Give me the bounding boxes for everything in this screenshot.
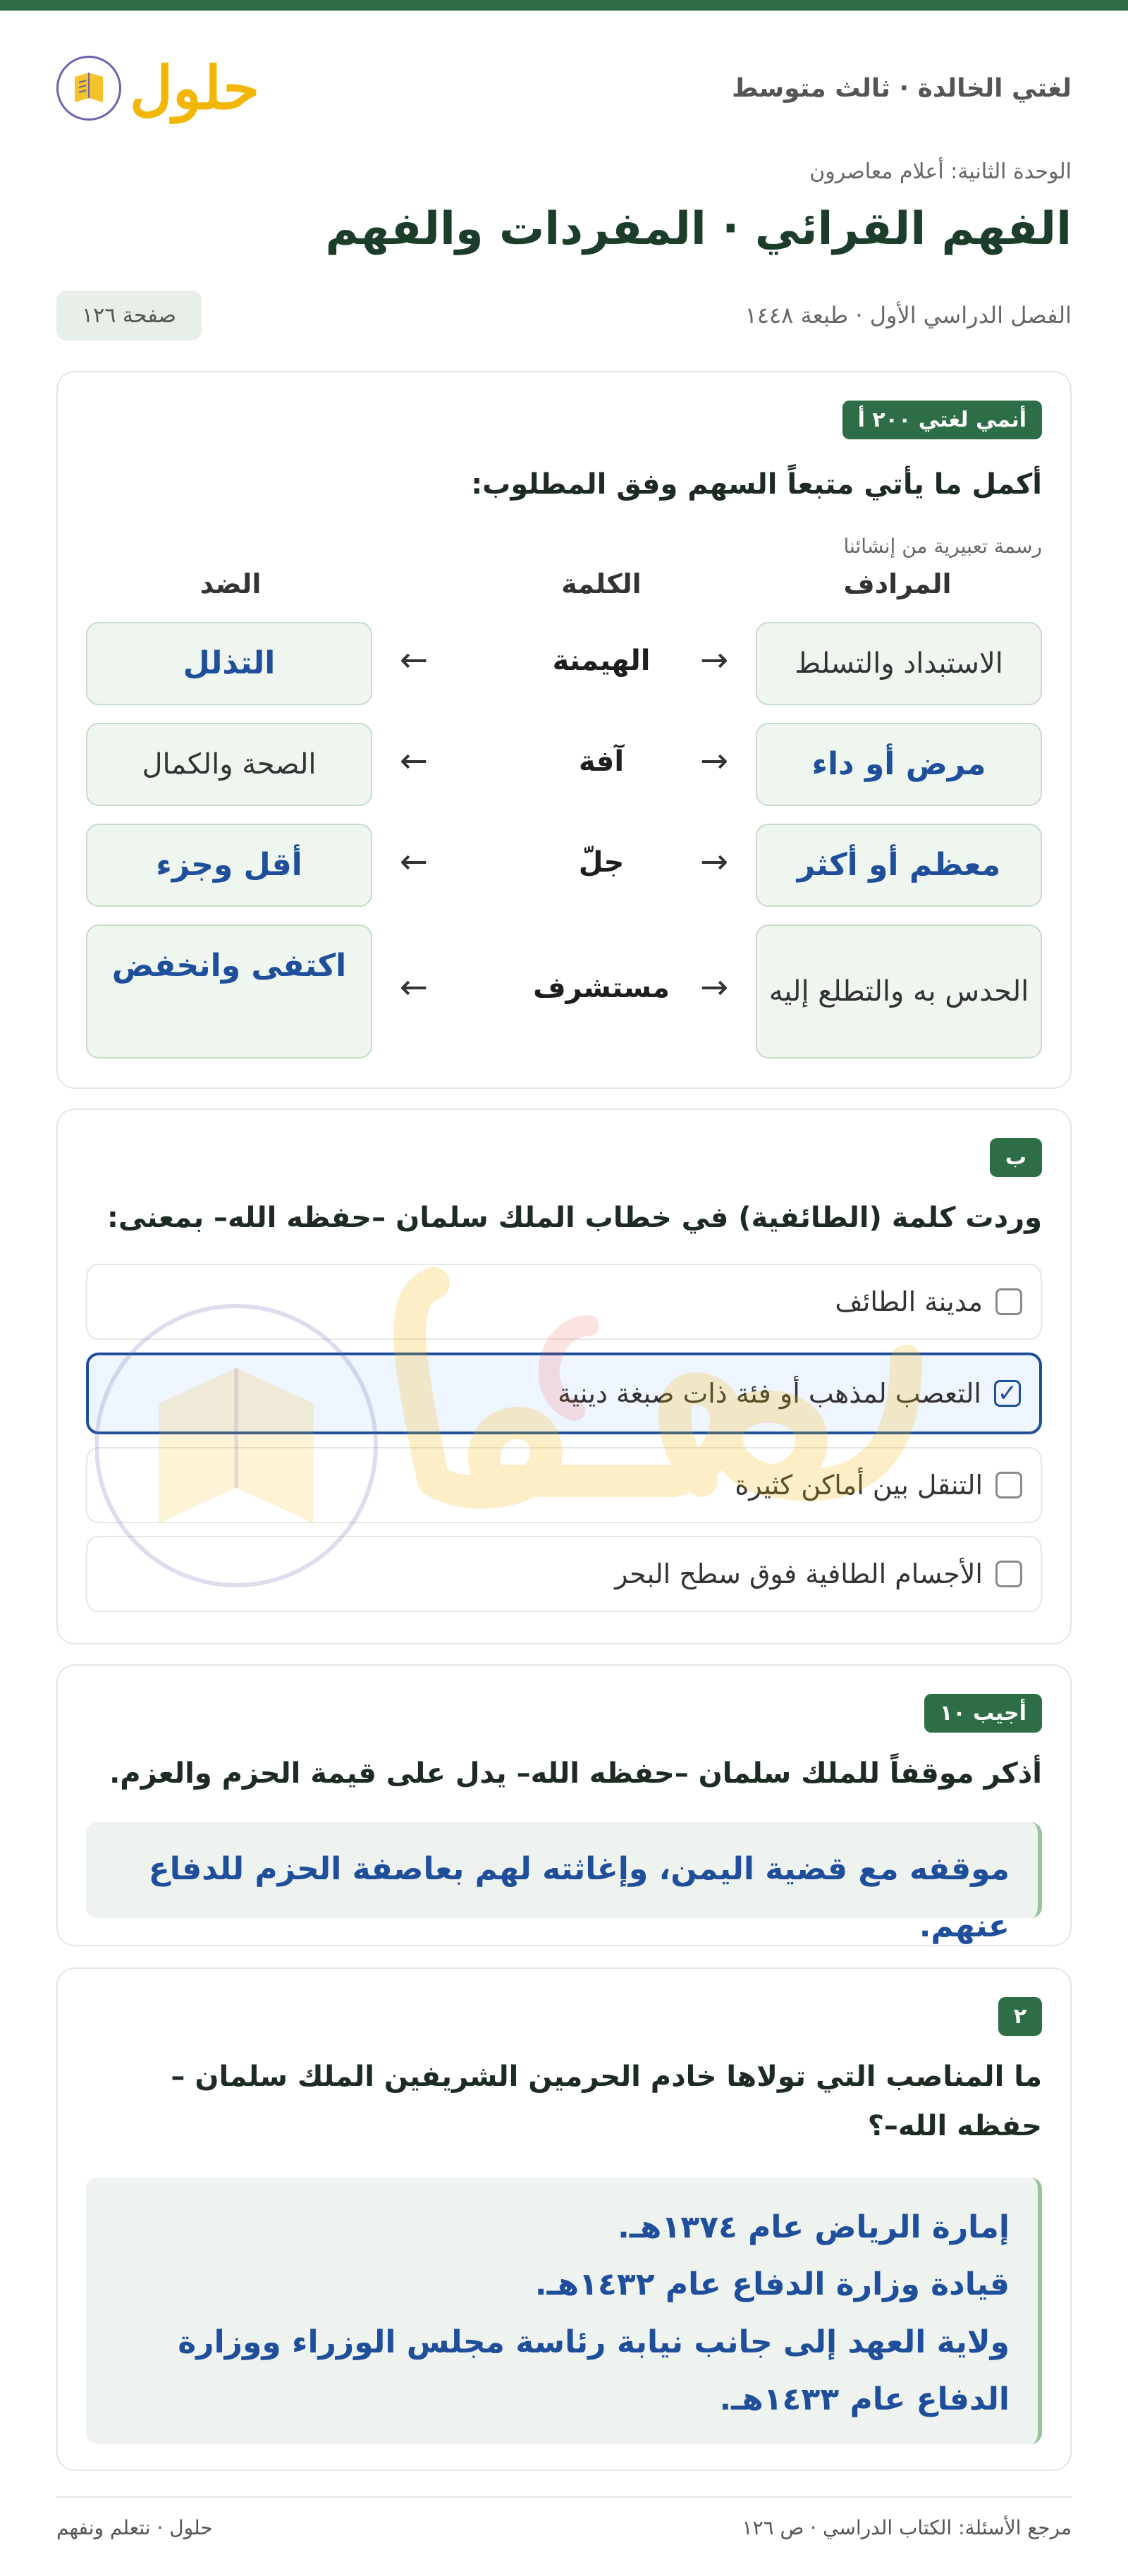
question-prompt: أذكر موقفاً للملك سلمان –حفظه الله– يدل على قيمة الحزم والعزم.: [109, 1757, 1042, 1790]
arrow-right-icon: →: [699, 842, 729, 881]
arrow-left-icon: ←: [399, 967, 429, 1007]
choice-label: التعصب لمذهب أو فئة ذات صبغة دينية: [558, 1378, 981, 1409]
vocab-word: جلّ: [578, 846, 625, 879]
answer-line: ولاية العهد إلى جانب نيابة رئاسة مجلس الوزراء ووزارة الدفاع عام ١٤٣٣هـ.: [178, 2324, 1010, 2418]
question-card-positions: [56, 1967, 1072, 2471]
footer-brand: حلول · نتعلم ونفهم: [56, 2516, 213, 2539]
vocab-word: آفة: [578, 745, 625, 778]
book-icon: [56, 56, 121, 121]
question-badge: أجيب ١٠: [924, 1694, 1042, 1733]
answer-text: موقفه مع قضية اليمن، وإغاثته لهم بعاصفة الحزم للدفاع عنهم.: [148, 1851, 1010, 1945]
vocab-word: الهيمنة: [552, 645, 651, 677]
antonym-answer-box: التذلل: [86, 622, 372, 705]
question-badge: أنمي لغتي ٢٠٠ أ: [842, 401, 1042, 439]
question-badge: ب: [990, 1138, 1042, 1177]
answer-line: إمارة الرياض عام ١٣٧٤هـ.: [618, 2209, 1010, 2245]
checkbox[interactable]: [995, 1472, 1022, 1498]
arrow-right-icon: →: [699, 967, 729, 1007]
vocab-word: مستشرف: [533, 972, 670, 1004]
question-prompt: ما المناصب التي تولاها خادم الحرمين الشريفين الملك سلمان –حفظه الله–؟: [171, 2061, 1042, 2142]
answer-line: قيادة وزارة الدفاع عام ١٤٣٢هـ.: [534, 2266, 1010, 2303]
meta-row: [56, 289, 1072, 341]
arrow-right-icon: →: [699, 640, 729, 680]
antonym-box: الصحة والكمال: [86, 723, 372, 806]
choice-label: الأجسام الطافية فوق سطح البحر: [615, 1558, 983, 1589]
arrow-left-icon: ←: [399, 640, 429, 680]
choice-option[interactable]: [86, 1536, 1042, 1612]
question-prompt: أكمل ما يأتي متبعاً السهم وفق المطلوب:: [471, 468, 1042, 501]
question-card-short-answer: [56, 1664, 1072, 1946]
choice-option[interactable]: [86, 1264, 1042, 1340]
synonym-answer-box: مرض أو داء: [756, 723, 1042, 806]
column-header-antonym: الضد: [200, 568, 262, 599]
synonym-answer-box: معظم أو أكثر: [756, 824, 1042, 907]
choice-label: مدينة الطائف: [835, 1286, 983, 1317]
book-title: لغتي الخالدة · ثالث متوسط: [732, 73, 1072, 103]
answer-box: [86, 2178, 1042, 2444]
synonym-box: الحدس به والتطلع إليه: [756, 924, 1042, 1058]
arrow-left-icon: ←: [399, 741, 429, 781]
answer-box: [86, 1822, 1042, 1945]
synonym-box: الاستبداد والتسلط: [756, 622, 1042, 705]
checkbox[interactable]: [995, 1561, 1022, 1587]
checkbox-checked[interactable]: [994, 1380, 1021, 1407]
question-prompt: وردت كلمة (الطائفية) في خطاب الملك سلمان –حفظه الله– بمعنى:: [106, 1202, 1042, 1234]
arrow-left-icon: ←: [399, 842, 429, 881]
footer-reference: مرجع الأسئلة: الكتاب الدراسي · ص ١٢٦: [742, 2516, 1072, 2539]
choice-label: التنقل بين أماكن كثيرة: [735, 1470, 983, 1501]
page-header: [56, 42, 1072, 134]
page-title: الفهم القرائي · المفردات والفهم: [325, 203, 1072, 255]
footer-divider: [56, 2496, 1072, 2498]
check-icon: ✓: [997, 1379, 1018, 1408]
antonym-answer-box: اكتفى وانخفض: [86, 924, 372, 1058]
choice-option[interactable]: [86, 1447, 1042, 1523]
top-accent-bar: [0, 0, 1128, 11]
page-number-badge: صفحة ١٢٦: [56, 291, 202, 341]
column-header-word: الكلمة: [561, 568, 642, 599]
question-badge: ٢: [998, 1997, 1042, 2036]
question-card-choice: [56, 1109, 1072, 1644]
logo-wordmark: حلول: [130, 53, 260, 123]
unit-label: الوحدة الثانية: أعلام معاصرون: [809, 159, 1072, 184]
semester-label: الفصل الدراسي الأول · طبعة ١٤٤٨: [744, 302, 1072, 329]
drawing-note: رسمة تعبيرية من إنشائنا: [843, 535, 1042, 558]
antonym-answer-box: أقل وجزء: [86, 824, 372, 907]
site-logo[interactable]: [56, 53, 260, 123]
checkbox[interactable]: [995, 1288, 1022, 1315]
question-card-vocab: [56, 371, 1072, 1089]
choice-option-selected[interactable]: [86, 1353, 1042, 1434]
column-header-synonym: المرادف: [843, 568, 952, 599]
arrow-right-icon: →: [699, 741, 729, 781]
